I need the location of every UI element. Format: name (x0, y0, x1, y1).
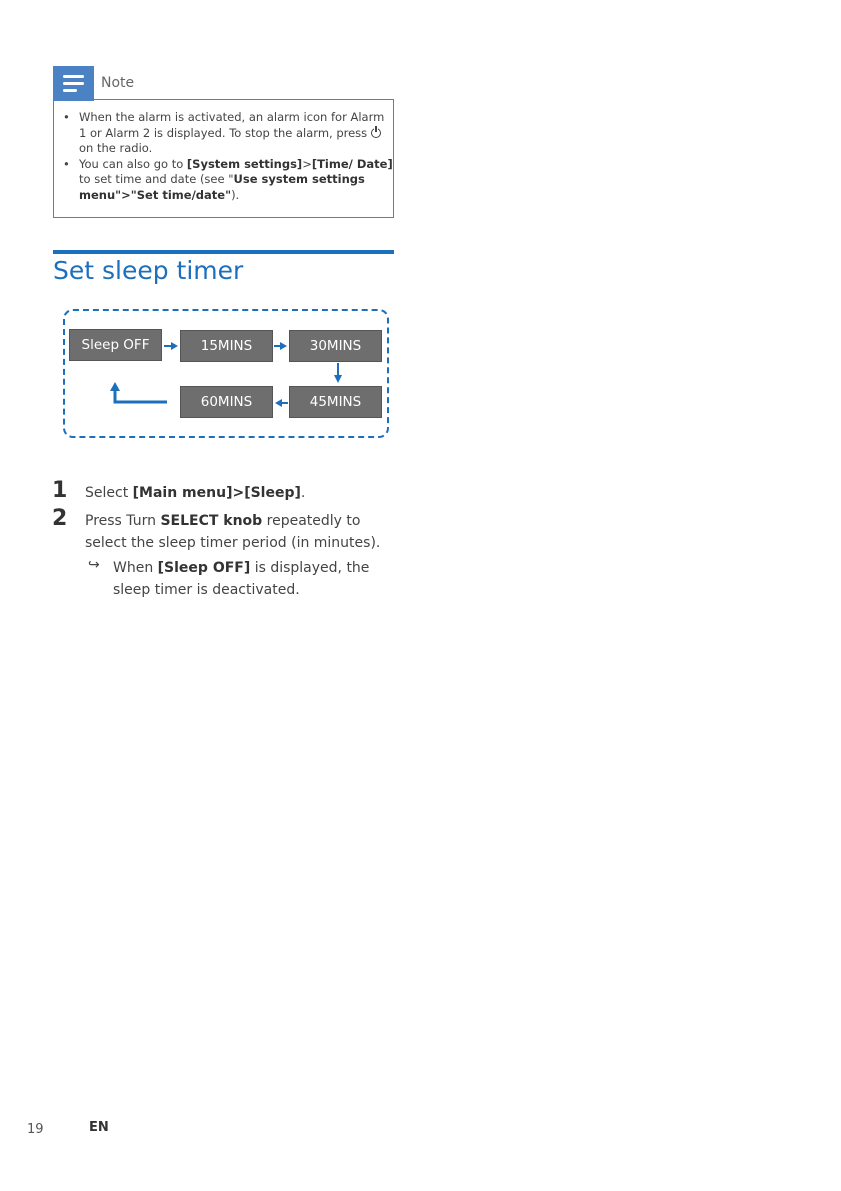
step-1-text (85, 482, 405, 504)
step-text: is displayed, the sleep timer is deactivated. (113, 560, 370, 598)
step-number: 2 (52, 506, 68, 531)
page-number: 19 (27, 1122, 44, 1137)
note-text: ). (231, 187, 240, 202)
state-45mins: 45MINS (289, 386, 382, 418)
step-text: Press Turn (85, 513, 161, 529)
note-text: on the radio. (79, 141, 153, 155)
note-crossref: Use system settings menu">"Set time/date" (79, 172, 365, 202)
note-text: > (302, 156, 312, 171)
step-2-result (113, 557, 383, 601)
state-30mins: 30MINS (289, 330, 382, 362)
arrow-down-icon (334, 363, 342, 383)
step-text: Select (85, 485, 133, 501)
note-text: You can also go to (79, 156, 187, 171)
state-60mins: 60MINS (180, 386, 273, 418)
step-menu-ref: [Sleep OFF] (157, 560, 251, 576)
note-text: When the alarm is activated, an alarm icon for Alarm 1 or Alarm 2 is displayed. To stop the alarm, press (79, 110, 385, 140)
arrow-right-icon (164, 342, 178, 350)
loop-back-arrow-icon (110, 382, 167, 402)
note-title: Note (101, 75, 135, 91)
step-number: 1 (52, 478, 68, 503)
step-text: . (300, 485, 306, 501)
step-text: When (113, 560, 158, 576)
note-text: to set time and date (see " (79, 172, 234, 186)
arrow-left-icon (275, 399, 288, 407)
state-15mins: 15MINS (180, 330, 273, 362)
step-2-text (85, 510, 405, 554)
step-control-ref: SELECT knob (160, 513, 263, 529)
state-sleep-off: Sleep OFF (69, 329, 162, 361)
result-arrow-icon: ↪ (88, 557, 100, 573)
arrow-right-icon (274, 342, 287, 350)
note-menu-ref: [System settings] (186, 156, 303, 171)
note-menu-ref: [Time/ Date] (311, 156, 393, 171)
step-menu-ref: [Main menu]>[Sleep] (132, 485, 301, 501)
step-text: repeatedly to select the sleep timer period (in minutes). (85, 513, 381, 551)
section-title: Set sleep timer (53, 256, 244, 285)
language-code: EN (89, 1120, 109, 1135)
